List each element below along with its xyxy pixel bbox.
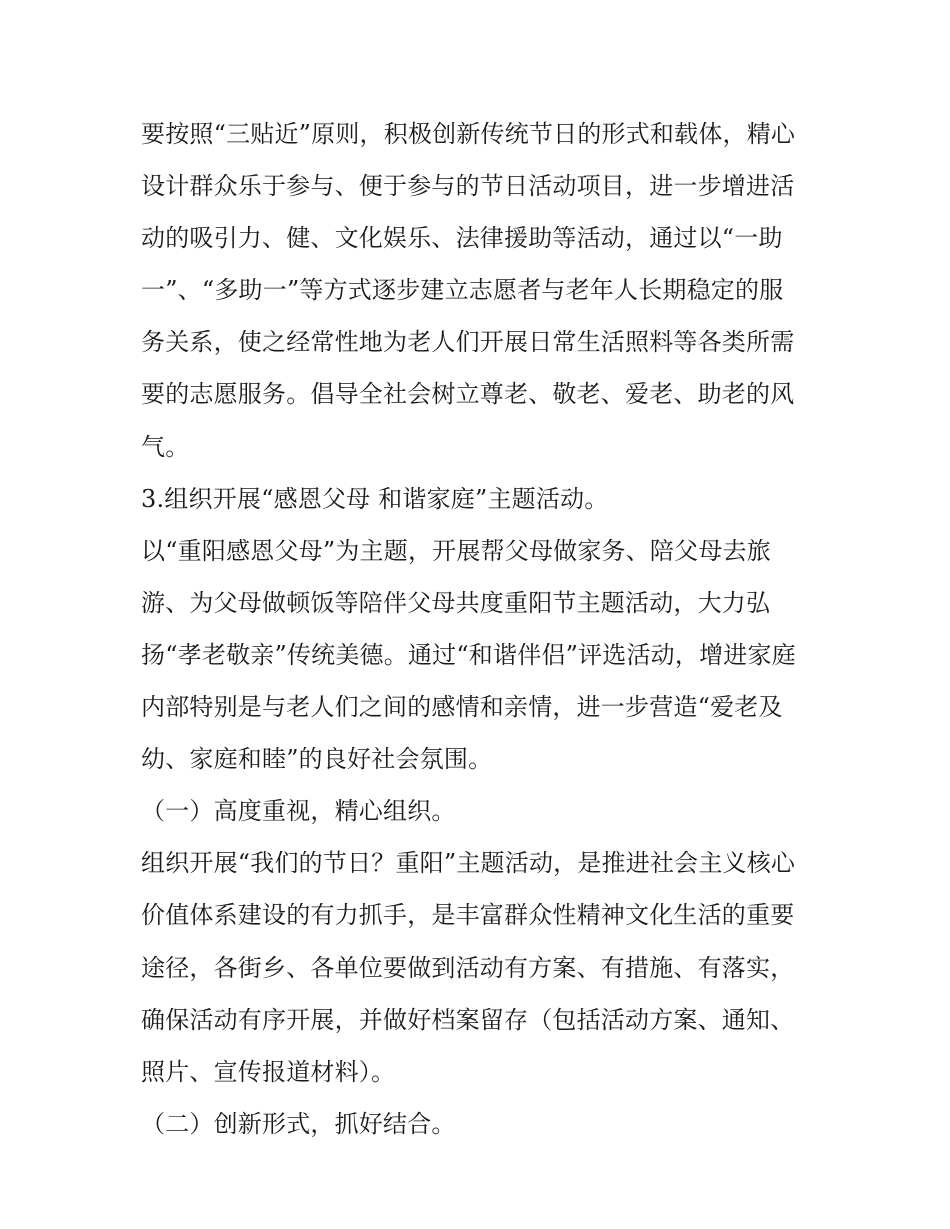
text-line: 动的吸引力、健、文化娱乐、法律援助等活动，通过以“一助 [141, 224, 783, 253]
text-line: 确保活动有序开展，并做好档案留存（包括活动方案、通知、 [141, 1005, 795, 1034]
text-line: 照片、宣传报道材料）。 [141, 1057, 396, 1086]
section-heading: 3.组织开展“感恩父母 和谐家庭”主题活动。 [141, 484, 609, 513]
text-line: 设计群众乐于参与、便于参与的节日活动项目，进一步增进活 [141, 172, 795, 201]
text-line: 游、为父母做顿饭等陪伴父母共度重阳节主题活动，大力弘 [141, 588, 771, 617]
document-body [141, 108, 813, 1150]
text-line: 幼、家庭和睦”的良好社会氛围。 [141, 745, 493, 774]
text-line: 一”、“多助一”等方式逐步建立志愿者与老年人长期稳定的服 [141, 276, 784, 305]
text-line: 途径，各街乡、各单位要做到活动有方案、有措施、有落实， [141, 953, 795, 982]
text-line: 要按照“三贴近”原则，积极创新传统节日的形式和载体，精心 [141, 120, 796, 148]
subsection-heading: （二）创新形式，抓好结合。 [141, 1109, 456, 1138]
text-line: 以“重阳感恩父母”为主题，开展帮父母做家务、陪父母去旅 [141, 536, 771, 565]
subsection-heading: （一）高度重视，精心组织。 [141, 797, 456, 826]
text-line: 务关系，使之经常性地为老人们开展日常生活照料等各类所需 [141, 328, 795, 357]
text-line: 气。 [141, 432, 190, 461]
text-line: 价值体系建设的有力抓手，是丰富群众性精神文化生活的重要 [141, 901, 795, 930]
text-line: 要的志愿服务。倡导全社会树立尊老、敬老、爱老、助老的风 [141, 380, 795, 409]
text-line: 扬“孝老敬亲”传统美德。通过“和谐伴侣”评选活动，增进家庭 [141, 640, 796, 669]
text-line: 组织开展“我们的节日？重阳”主题活动，是推进社会主义核心 [141, 849, 796, 878]
text-line: 内部特别是与老人们之间的感情和亲情，进一步营造“爱老及 [141, 693, 783, 722]
